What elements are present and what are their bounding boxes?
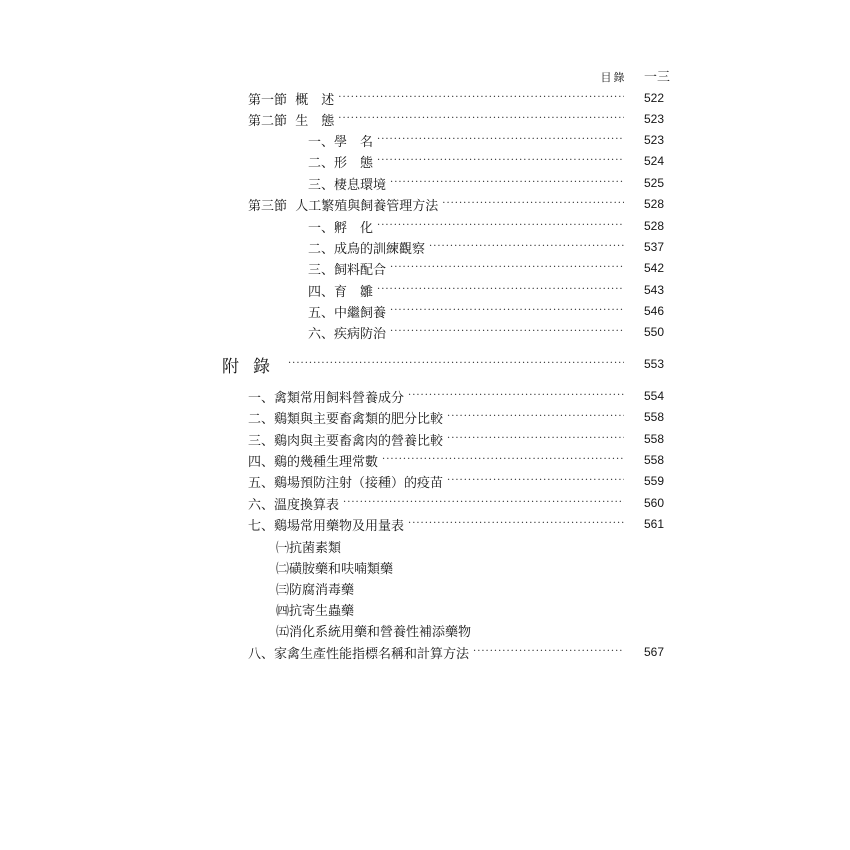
toc-entry-title: 五、鷄場預防注射（接種）的疫苗 [248, 475, 444, 491]
toc-entry-page: 525 [643, 176, 664, 190]
toc-entry-title: 三、棲息環境 [308, 177, 387, 193]
toc-entry-appendix[interactable] [222, 354, 664, 377]
toc-entry[interactable] [248, 514, 664, 534]
toc-entry[interactable] [248, 471, 664, 491]
toc-entry-title: 六、溫度換算表 [248, 497, 340, 513]
dot-leader [390, 301, 624, 321]
toc-entry[interactable] [308, 216, 664, 236]
toc-entry-title: 一、禽類常用飼料營養成分 [248, 390, 405, 406]
toc-entry[interactable] [308, 301, 664, 321]
toc-entry-title: ㈠抗菌素類 [276, 540, 342, 556]
toc-subentry[interactable] [276, 578, 576, 598]
toc-entry-title: 四、鷄的幾種生理常數 [248, 454, 379, 470]
dot-leader [447, 407, 624, 427]
toc-entry-page: 558 [643, 410, 664, 424]
dot-leader [447, 471, 624, 491]
dot-leader [377, 130, 624, 150]
toc-entry-page: 537 [643, 240, 664, 254]
toc-entry-title: 八、家禽生產性能指標名稱和計算方法 [248, 646, 470, 662]
toc-subentry[interactable] [276, 557, 576, 577]
toc-entry[interactable] [248, 450, 664, 470]
dot-leader [338, 109, 624, 129]
toc-subentry[interactable] [276, 536, 576, 556]
toc-entry[interactable] [248, 88, 664, 108]
toc-entry[interactable] [248, 642, 664, 662]
toc-entry-title: ㈣抗寄生蟲藥 [276, 603, 355, 619]
toc-entry-title: 附錄 [222, 356, 284, 377]
toc-entry-title: 二、鷄類與主要畜禽類的肥分比較 [248, 411, 444, 427]
dot-leader [442, 194, 624, 214]
toc-entry-page: 561 [643, 517, 664, 531]
toc-entry[interactable] [248, 386, 664, 406]
toc-entry-page: 558 [643, 432, 664, 446]
toc-entry-title: 七、鷄場常用藥物及用量表 [248, 518, 405, 534]
toc-entry[interactable] [248, 109, 664, 129]
dot-leader [377, 280, 624, 300]
toc-entry[interactable] [248, 407, 664, 427]
dot-leader [288, 354, 624, 374]
toc-entry-page: 523 [643, 112, 664, 126]
toc-entry-title: 二、成鳥的訓練觀察 [308, 241, 426, 257]
toc-entry-page: 553 [643, 357, 664, 371]
toc-entry-title: 第三節 人工繁殖與飼養管理方法 [248, 198, 439, 214]
toc-entry-page: 558 [643, 453, 664, 467]
toc-entry[interactable] [248, 429, 664, 449]
dot-leader [408, 386, 624, 406]
toc-entry-title: 五、中繼飼養 [308, 305, 387, 321]
toc-entry-title: 三、飼料配合 [308, 262, 387, 278]
toc-entry-page: 543 [643, 283, 664, 297]
toc-entry-page: 546 [643, 304, 664, 318]
toc-entry-title: 四、育 雛 [308, 284, 374, 300]
toc-entry-page: 522 [643, 91, 664, 105]
toc-entry[interactable] [308, 173, 664, 193]
toc-entry[interactable] [308, 322, 664, 342]
dot-leader [429, 237, 624, 257]
toc-entry-title: 三、鷄肉與主要畜禽肉的營養比較 [248, 433, 444, 449]
header-page-number: 一三 [643, 70, 670, 85]
toc-entry-title: 六、疾病防治 [308, 326, 387, 342]
toc-entry-title: 二、形 態 [308, 155, 374, 171]
dot-leader [390, 258, 624, 278]
dot-leader [338, 88, 624, 108]
toc-entry-page: 524 [643, 154, 664, 168]
dot-leader [377, 216, 624, 236]
dot-leader [408, 514, 624, 534]
toc-entry-page: 542 [643, 261, 664, 275]
toc-entry-page: 559 [643, 474, 664, 488]
toc-subentry[interactable] [276, 599, 576, 619]
dot-leader [382, 450, 624, 470]
toc-entry-title: ㈤消化系統用藥和營養性補添藥物 [276, 624, 472, 640]
toc-entry[interactable] [308, 258, 664, 278]
dot-leader [473, 642, 624, 662]
toc-entry-title: ㈡磺胺藥和呋喃類藥 [276, 561, 394, 577]
toc-entry[interactable] [308, 237, 664, 257]
toc-subentry[interactable] [276, 620, 576, 640]
toc-entry[interactable] [308, 280, 664, 300]
dot-leader [343, 493, 624, 513]
dot-leader [390, 173, 624, 193]
dot-leader [377, 151, 624, 171]
toc-entry-page: 554 [643, 389, 664, 403]
toc-entry[interactable] [248, 493, 664, 513]
toc-entry-title: 第二節 生 態 [248, 113, 335, 129]
toc-entry[interactable] [308, 151, 664, 171]
toc-entry-title: 第一節 概 述 [248, 92, 335, 108]
header-title: 目錄 [600, 71, 627, 84]
toc-entry-title: 一、孵 化 [308, 220, 374, 236]
toc-entry-title: 一、學 名 [308, 134, 374, 150]
toc-entry-title: ㈢防腐消毒藥 [276, 582, 355, 598]
toc-entry-page: 523 [643, 133, 664, 147]
toc-entry-page: 550 [643, 325, 664, 339]
toc-entry-page: 528 [643, 219, 664, 233]
dot-leader [390, 322, 624, 342]
toc-entry[interactable] [248, 194, 664, 214]
toc-entry-page: 528 [643, 197, 664, 211]
dot-leader [447, 429, 624, 449]
toc-entry-page: 560 [643, 496, 664, 510]
toc-entry-page: 567 [643, 645, 664, 659]
toc-entry[interactable] [308, 130, 664, 150]
